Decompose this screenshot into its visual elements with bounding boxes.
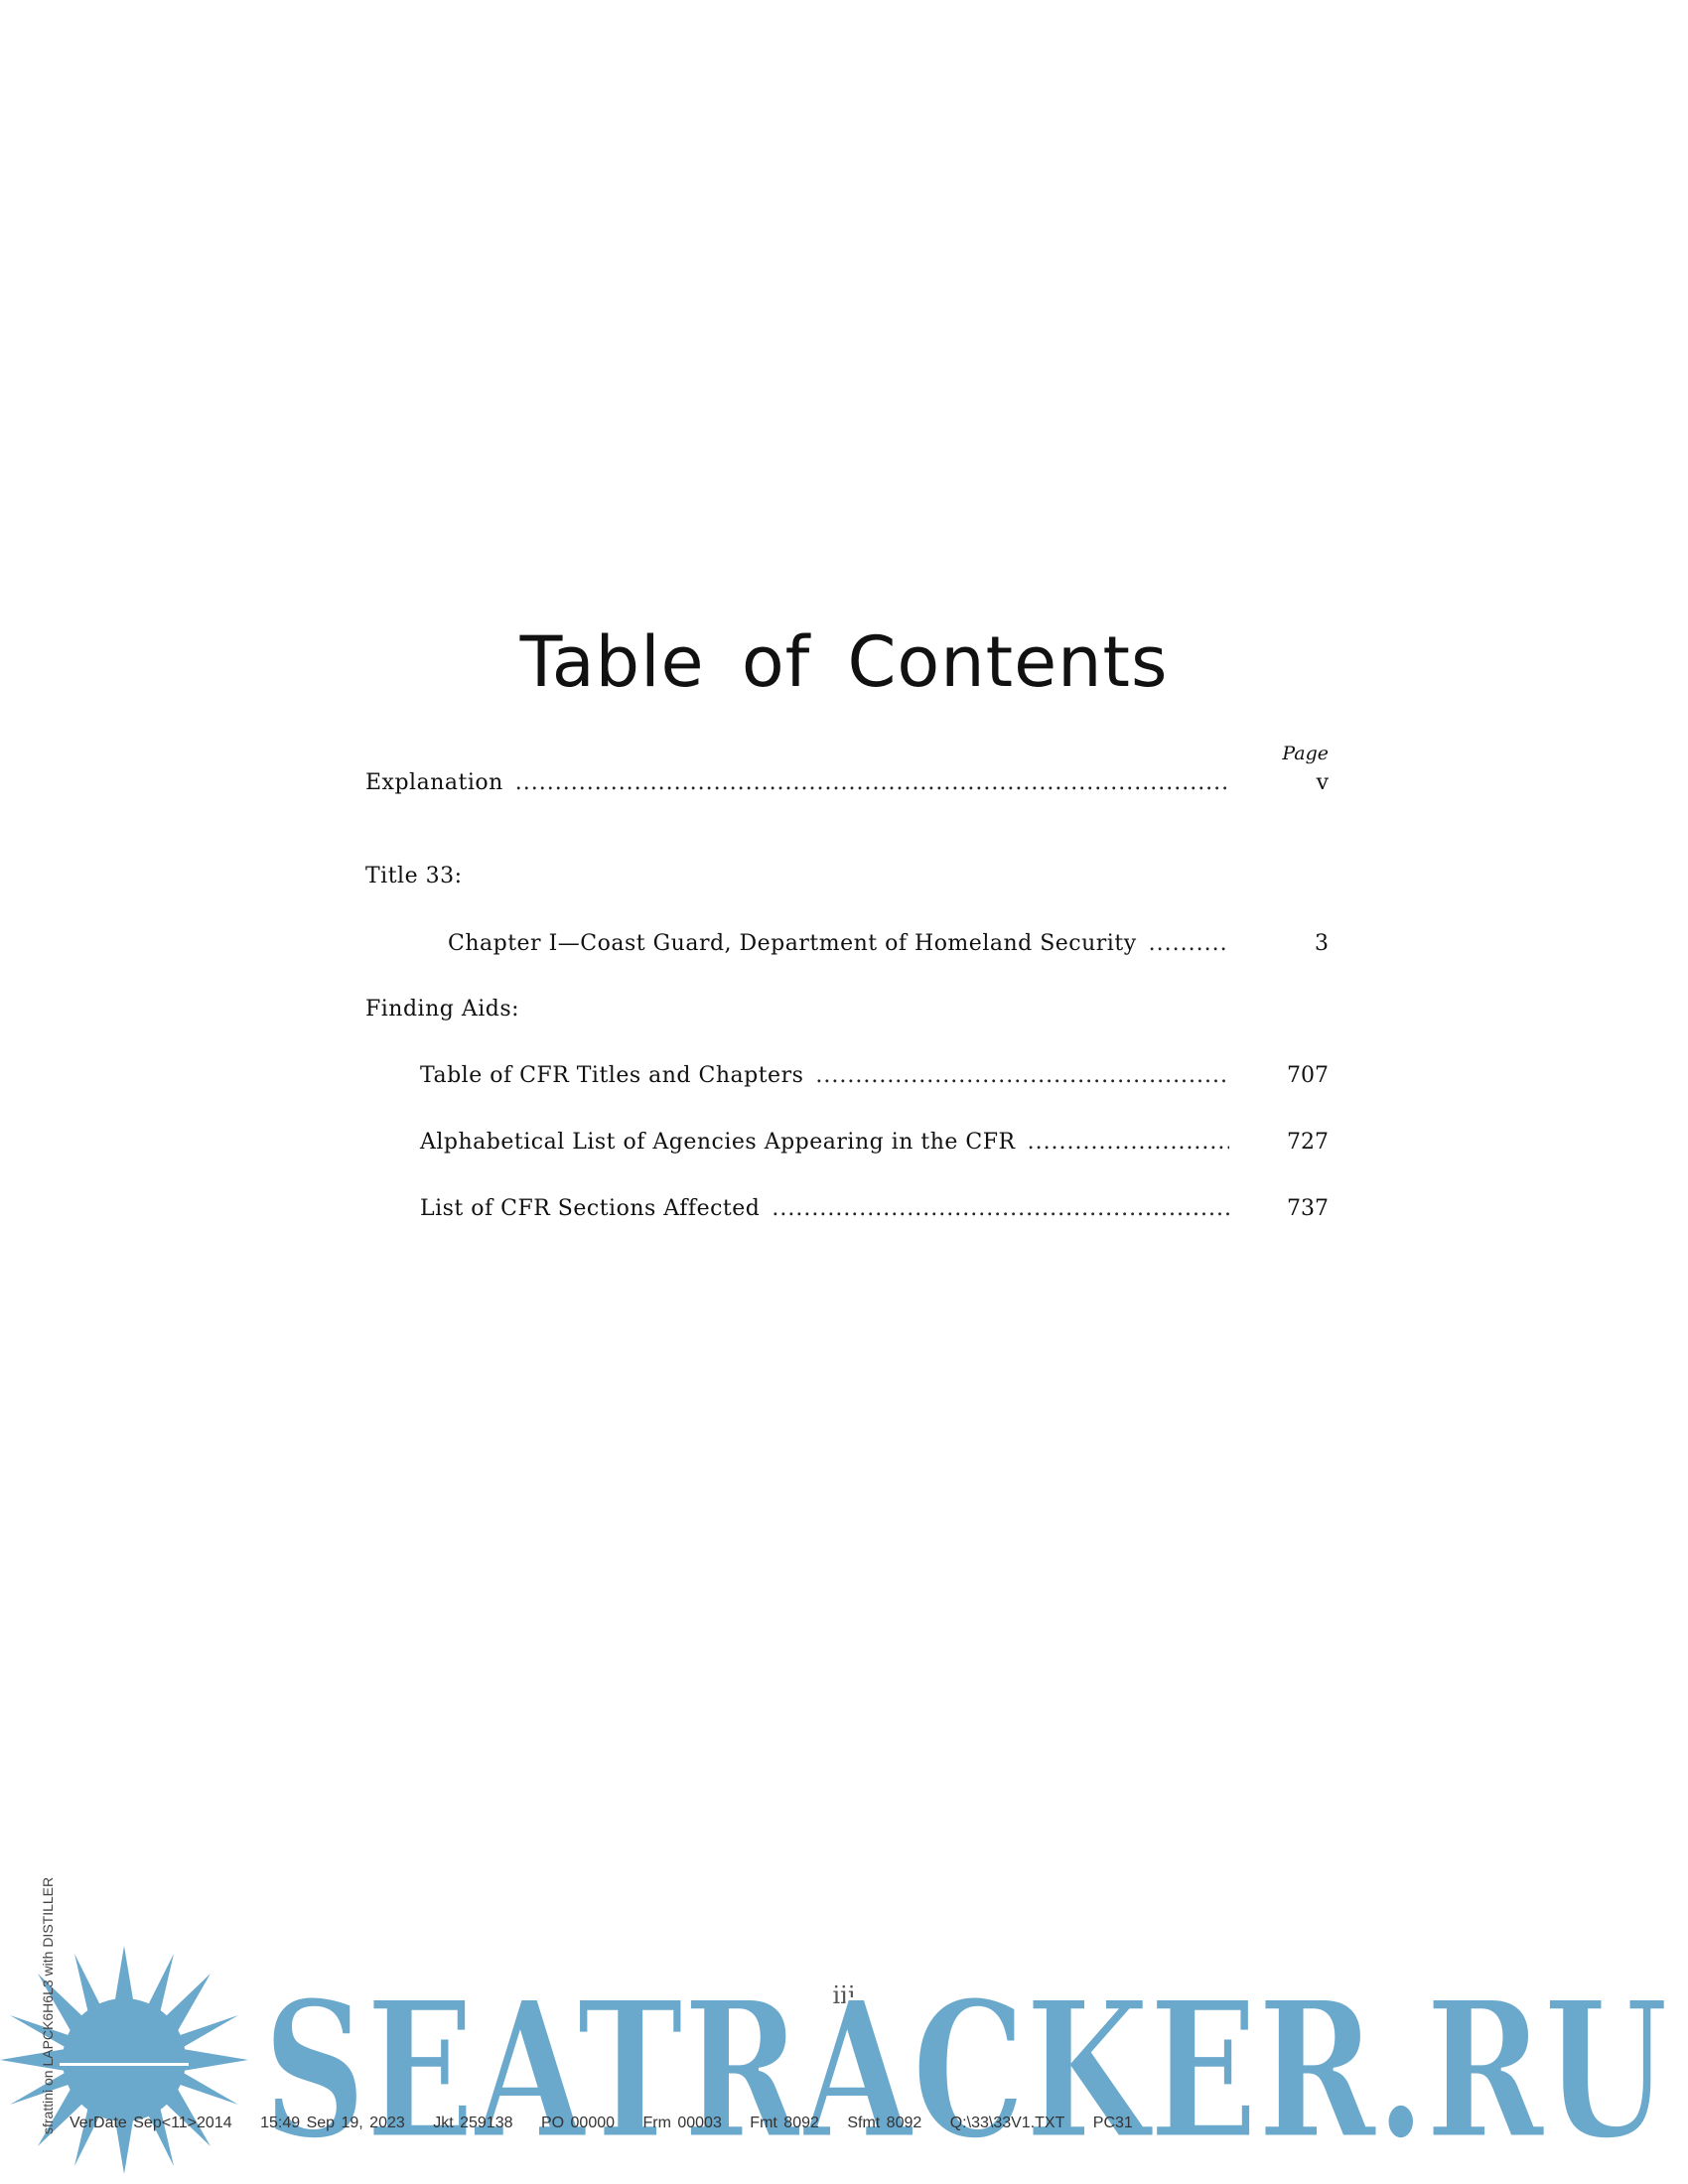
toc-entry-label: List of CFR Sections Affected xyxy=(420,1196,761,1221)
toc-entry-page: 3 xyxy=(1315,931,1329,956)
toc-entry-label: Table of CFR Titles and Chapters xyxy=(420,1063,804,1088)
watermark-text: SEATRACKER.RU xyxy=(263,1960,1668,2181)
toc-entry-label: Alphabetical List of Agencies Appearing in the CFR xyxy=(420,1130,1016,1155)
dot-leader xyxy=(515,770,1229,795)
dot-leader xyxy=(815,1063,1229,1088)
footer-jkt: Jkt 259138 xyxy=(433,2115,513,2131)
footer-path: Q:\33\33V1.TXT xyxy=(949,2115,1065,2131)
section-heading-title-33: Title 33: xyxy=(365,864,463,888)
footer-frm: Frm 00003 xyxy=(642,2115,722,2131)
toc-entry-page: v xyxy=(1316,770,1329,795)
dot-leader xyxy=(772,1196,1229,1221)
print-metadata-footer xyxy=(70,2115,1211,2132)
footer-sfmt: Sfmt 8092 xyxy=(847,2115,922,2131)
footer-fmt: Fmt 8092 xyxy=(750,2115,819,2131)
toc-entry-agencies[interactable] xyxy=(420,1130,1229,1160)
toc-entry-chapter-i[interactable] xyxy=(448,931,1229,961)
footer-time: 15:49 Sep 19, 2023 xyxy=(260,2115,405,2131)
toc-entry-label: Chapter I—Coast Guard, Department of Homeland Security xyxy=(448,931,1137,956)
section-heading-finding-aids: Finding Aids: xyxy=(365,997,520,1022)
page-number: iii xyxy=(832,1981,856,2009)
toc-entry-page: 737 xyxy=(1287,1196,1329,1221)
side-stamp: sfrattini on LAPCK6H6L3 with DISTILLER xyxy=(40,1876,56,2134)
page-column-header: Page xyxy=(1282,743,1329,764)
toc-entry-page: 727 xyxy=(1287,1130,1329,1155)
footer-verdate: VerDate Sep<11>2014 xyxy=(70,2115,232,2131)
toc-entry-sections-affected[interactable] xyxy=(420,1196,1229,1226)
seatracker-watermark-logo xyxy=(0,1926,1688,2184)
footer-pc: PC31 xyxy=(1092,2115,1133,2131)
toc-entry-explanation[interactable] xyxy=(365,770,1229,800)
toc-entry-label: Explanation xyxy=(365,770,503,795)
toc-entry-page: 707 xyxy=(1287,1063,1329,1088)
footer-po: PO 00000 xyxy=(540,2115,616,2131)
sun-burst-icon xyxy=(0,1946,248,2174)
toc-entry-cfr-titles[interactable] xyxy=(420,1063,1229,1093)
page-title: Table of Contents xyxy=(519,621,1169,703)
